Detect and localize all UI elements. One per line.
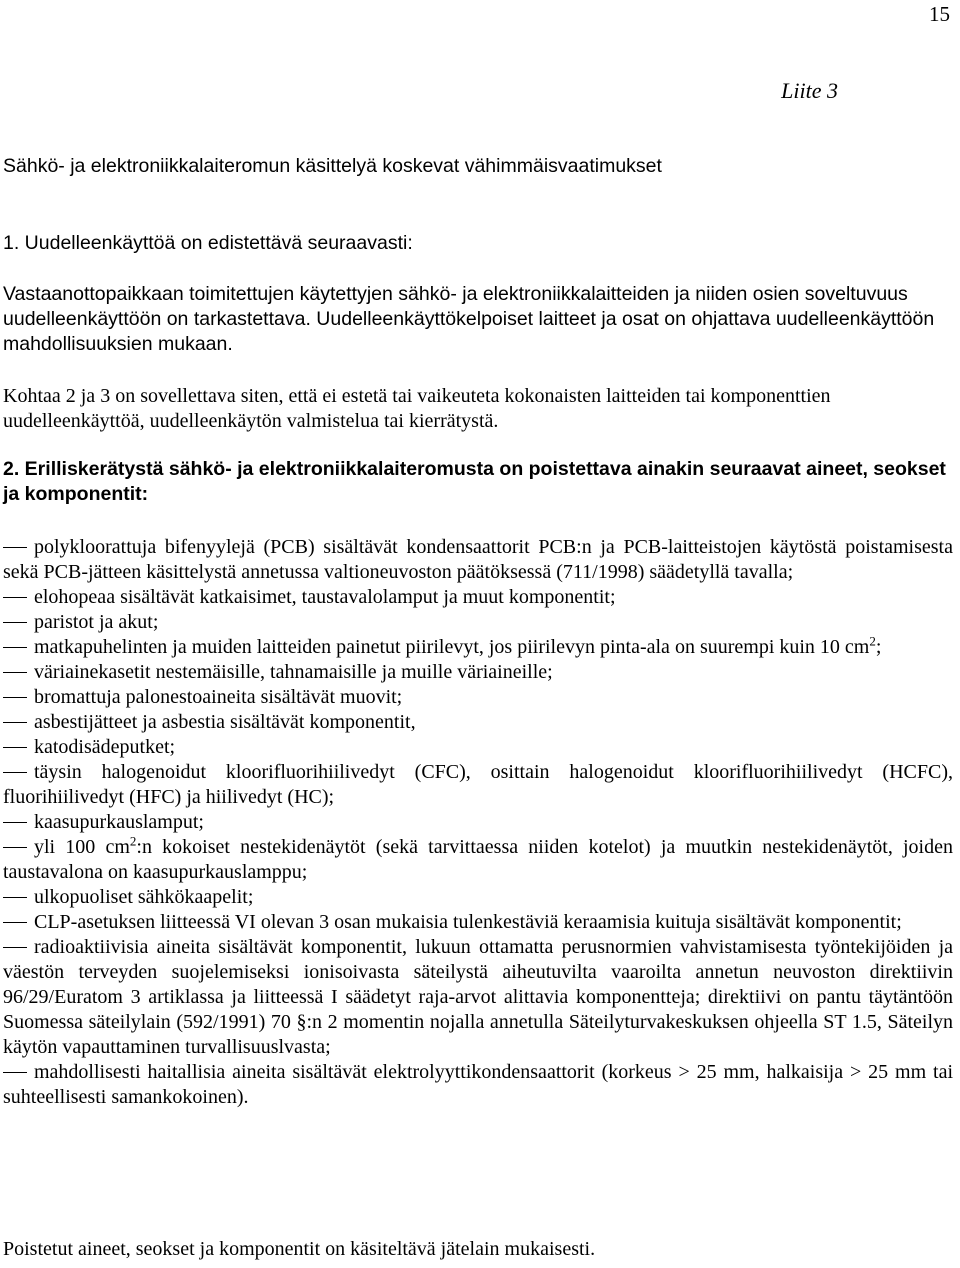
dash-bullet <box>3 897 27 898</box>
list-item <box>3 935 953 1060</box>
list-item-text: täysin halogenoidut kloorifluorihiilivedyt (CFC), osittain halogenoidut kloorifluorihiilivedyt (HCFC), fluorihiilivedyt (HFC) ja hiilivedyt (HC); <box>3 761 953 808</box>
superscript: 2 <box>129 833 137 849</box>
page-number: 15 <box>929 2 950 26</box>
dash-bullet <box>3 722 27 723</box>
closing-statement: Poistetut aineet, seokset ja komponentit on käsiteltävä jätelain mukaisesti. <box>3 1238 596 1260</box>
list-item-text: polykloorattuja bifenyylejä (PCB) sisältävät kondensaattorit PCB:n ja PCB-laitteistojen käytöstä poistamisesta sekä PCB-jätteen käsittelystä annetussa valtioneuvoston päätöksessä (711/1998) säädetyllä tavalla; <box>3 536 953 583</box>
list-item-text: yli 100 cm <box>34 836 130 858</box>
list-item-text: matkapuhelinten ja muiden laitteiden painetut piirilevyt, jos piirilevyn pinta-ala on suurempi kuin 10 cm <box>34 636 870 658</box>
list-item-text: bromattuja palonestoaineita sisältävät muovit; <box>34 686 403 708</box>
list-item <box>3 835 953 885</box>
list-item-text: väriainekasetit nestemäisille, tahnamaisille ja muille väriaineille; <box>34 661 553 683</box>
section1-heading: 1. Uudelleenkäyttöä on edistettävä seuraavasti: <box>3 232 413 254</box>
list-item-text: asbestijätteet ja asbestia sisältävät komponentit, <box>34 711 416 733</box>
list-item <box>3 535 953 585</box>
list-item <box>3 1060 953 1110</box>
document-title: Sähkö- ja elektroniikkalaiteromun käsittelyä koskevat vähimmäisvaatimukset <box>3 155 662 177</box>
dash-bullet <box>3 672 27 673</box>
list-item <box>3 910 953 935</box>
list-item-text: paristot ja akut; <box>34 611 159 633</box>
list-item-text: CLP-asetuksen liitteessä VI olevan 3 osan mukaisia tulenkestäviä keraamisia kuituja sisältävät komponentit; <box>34 911 902 933</box>
list-item <box>3 735 953 760</box>
list-item-text: kaasupurkauslamput; <box>34 811 204 833</box>
dash-bullet <box>3 697 27 698</box>
dash-bullet <box>3 547 27 548</box>
dash-bullet <box>3 922 27 923</box>
list-item <box>3 585 953 610</box>
list-item-text: radioaktiivisia aineita sisältävät komponentit, lukuun ottamatta perusnormien vahvistamisesta työntekijöiden ja väestön terveyden suojelemiseksi ionisoivasta säteilystä aiheutuvilta vaaroilta annetun neuvoston direktiivin 96/29/Euratom 3 artiklassa ja liitteessä I säädetyt raja-arvot alittavia komponentteja; direktiivi on pantu täytäntöön Suomessa säteilylain (592/1991) 70 §:n 2 momentin nojalla annetulla Säteilyturvakeskuksen ohjeella ST 1.5, Säteilyn käytön vapauttaminen turvallisuuslvasta; <box>3 936 953 1058</box>
dash-bullet <box>3 772 27 773</box>
dash-bullet <box>3 947 27 948</box>
superscript: 2 <box>869 633 876 649</box>
list-item <box>3 885 953 910</box>
list-item <box>3 710 953 735</box>
dash-bullet <box>3 1072 27 1073</box>
list-item-text: ulkopuoliset sähkökaapelit; <box>34 886 254 908</box>
list-item <box>3 635 953 660</box>
appendix-label: Liite 3 <box>781 78 838 103</box>
list-item-text-end: ; <box>875 636 882 658</box>
list-item-text: katodisädeputket; <box>34 736 176 758</box>
section1-paragraph1: Vastaanottopaikkaan toimitettujen käytettyjen sähkö- ja elektroniikkalaitteiden ja niiden osien soveltuvuus uudelleenkäyttöön on tarkastettava. Uudelleenkäyttökelpoiset laitteet ja osat on ohjattava uudelleenkäyttöön mahdollisuuksien mukaan. <box>3 283 935 355</box>
list-item <box>3 685 953 710</box>
dash-bullet <box>3 822 27 823</box>
list-item <box>3 610 953 635</box>
list-item <box>3 760 953 810</box>
dash-bullet <box>3 747 27 748</box>
section2-heading: 2. Erilliskerätystä sähkö- ja elektroniikkalaiteromusta on poistettava ainakin seuraavat aineet, seokset ja komponentit: <box>3 458 946 505</box>
dash-bullet <box>3 647 27 648</box>
section1-paragraph2: Kohtaa 2 ja 3 on sovellettava siten, että ei estetä tai vaikeuteta kokonaisten laitteiden tai komponenttien uudelleenkäyttöä, uudelleenkäytön valmistelua tai kierrätystä. <box>3 385 831 432</box>
removal-list <box>3 535 953 1110</box>
dash-bullet <box>3 622 27 623</box>
list-item-text: elohopeaa sisältävät katkaisimet, taustavalolamput ja muut komponentit; <box>34 586 616 608</box>
list-item-text-end: :n kokoiset nestekidenäytöt (sekä tarvittaessa niiden kotelot) ja muutkin nestekidenäytöt, joiden taustavalona on kaasupurkauslamppu; <box>3 836 953 883</box>
list-item <box>3 660 953 685</box>
list-item-text: mahdollisesti haitallisia aineita sisältävät elektrolyyttikondensaattorit (korkeus > 25 mm, halkaisija > 25 mm tai suhteellisesti samankokoinen). <box>3 1061 953 1108</box>
dash-bullet <box>3 847 27 848</box>
list-item <box>3 810 953 835</box>
dash-bullet <box>3 597 27 598</box>
